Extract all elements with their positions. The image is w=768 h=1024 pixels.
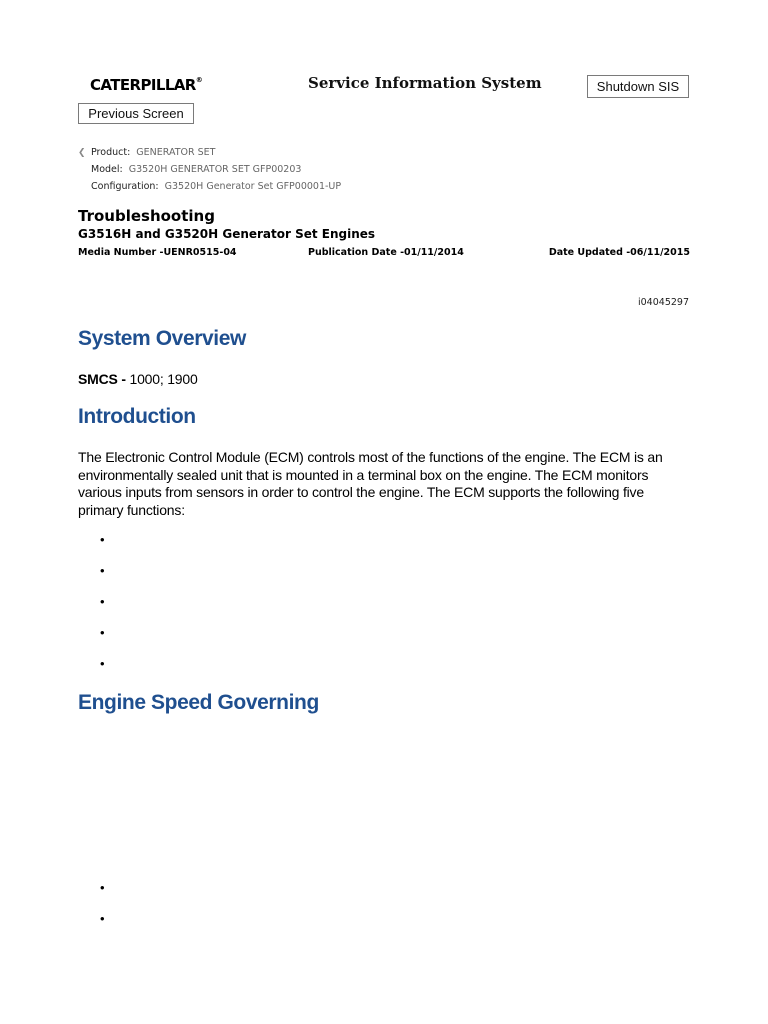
introduction-paragraph: The Electronic Control Module (ECM) controls most of the functions of the engine. The ECM is an environmentally sealed unit that is mounted in a terminal box on the engine. The ECM monitors various inputs from sensors in order to control the engine. The ECM supports the following five primary functions: [78,449,663,518]
date-updated: Date Updated -06/11/2015 [548,247,690,258]
product-label: Product: [91,147,131,158]
configuration-value: G3520H Generator Set GFP00001-UP [164,181,342,192]
smcs-value: 1000; 1900 [129,371,198,387]
smcs-label: SMCS - [78,371,130,387]
publication-date: Publication Date -01/11/2014 [308,247,464,258]
media-number: Media Number -UENR0515-04 [78,247,237,258]
configuration-row [78,178,341,195]
engine-speed-governing-heading: Engine Speed Governing [78,691,319,714]
app-title: Service Information System [308,74,542,92]
configuration-label: Configuration: [91,181,159,192]
system-overview-heading: System Overview [78,327,246,350]
introduction-heading: Introduction [78,405,196,428]
document-id: i04045297 [638,297,689,308]
previous-screen-button[interactable]: Previous Screen [78,103,194,124]
model-row [78,161,341,178]
smcs-line [78,371,198,387]
product-value: GENERATOR SET [136,147,216,158]
product-row [78,144,341,161]
model-label: Model: [91,164,123,175]
document-title: Troubleshooting [78,207,215,225]
document-metadata [78,144,341,195]
caterpillar-logo: CATERPILLAR® [90,76,203,94]
shutdown-sis-button[interactable]: Shutdown SIS [587,75,689,98]
document-subtitle: G3516H and G3520H Generator Set Engines [78,227,376,241]
collapse-arrow-icon[interactable]: ❮ [78,147,86,158]
model-value: G3520H GENERATOR SET GFP00203 [128,164,302,175]
